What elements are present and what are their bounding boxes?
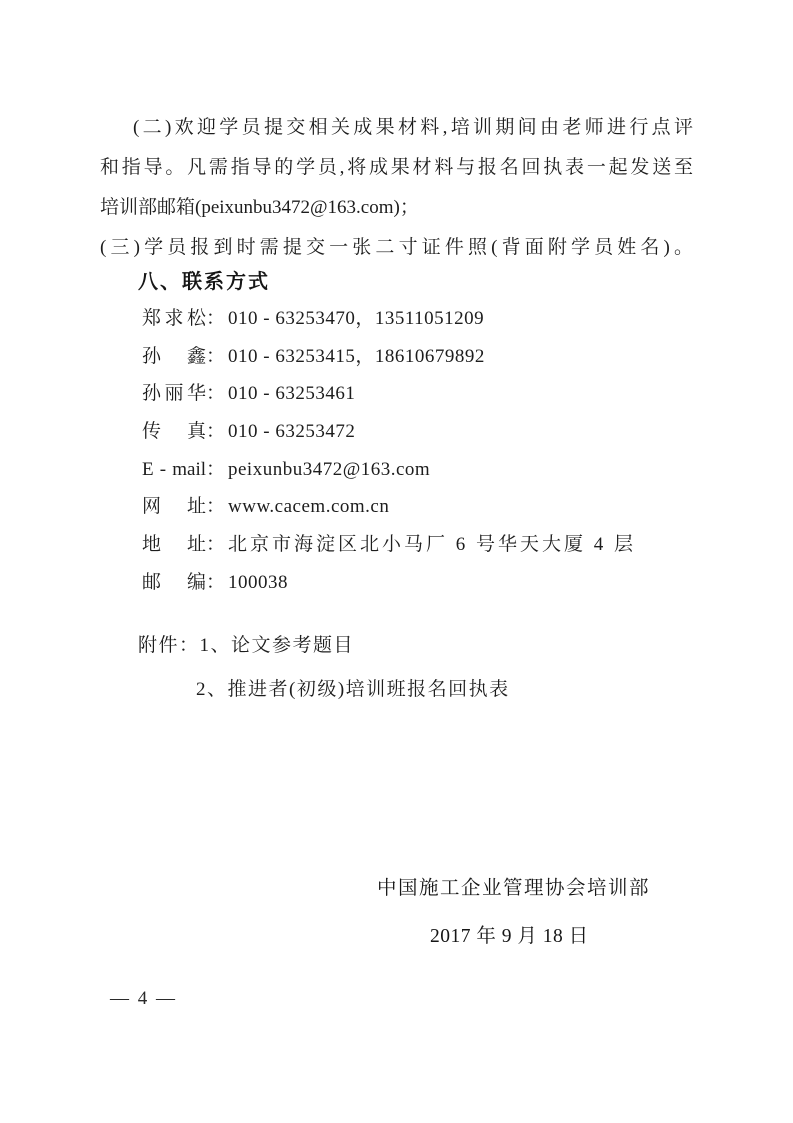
- contact-label: 邮编: [142, 571, 206, 593]
- contact-separator: ：: [206, 534, 226, 556]
- contact-value: 北京市海淀区北小马厂 6 号华天大厦 4 层: [228, 534, 637, 556]
- attachment-line-1: [138, 624, 693, 668]
- contact-label: 孙鑫: [142, 345, 206, 367]
- contact-value-url: www.cacem.com.cn: [228, 496, 390, 518]
- attachments-label: 附件：: [138, 635, 200, 656]
- signature-date: 2017 年 9 月 18 日: [430, 926, 589, 947]
- contact-value: 010 - 63253461: [228, 383, 356, 405]
- contact-label: 地址: [142, 534, 206, 556]
- attachments-block: [100, 624, 693, 712]
- contact-separator: ：: [206, 421, 226, 443]
- contact-value: 100038: [228, 571, 288, 593]
- contact-separator: ：: [206, 458, 226, 480]
- contact-separator: ：: [206, 383, 226, 405]
- contact-row-email: [142, 451, 702, 489]
- contact-label: 孙丽华: [142, 383, 206, 405]
- contact-row-fax: [142, 413, 702, 451]
- contact-value: 010 - 63253470，13511051209: [228, 308, 485, 329]
- contact-label: 传真: [142, 421, 206, 443]
- contact-list: [142, 300, 702, 602]
- paragraph-line: 培训部邮箱(peixunbu3472@163.com)；: [100, 197, 419, 218]
- contact-row-phone-2: [142, 338, 702, 376]
- attachment-item-1: 1、论文参考题目: [199, 635, 355, 656]
- page-number: — 4 —: [110, 988, 177, 1009]
- contact-label: E - mail: [142, 458, 206, 480]
- contact-row-address: [142, 526, 702, 564]
- contact-value: 010 - 63253415，18610679892: [228, 345, 485, 367]
- section-heading-contact: 八、联系方式: [138, 271, 270, 293]
- contact-value: 010 - 63253472: [228, 421, 356, 443]
- contact-separator: ：: [206, 308, 226, 329]
- contact-separator: ：: [206, 496, 226, 518]
- contact-label: 网址: [142, 496, 206, 518]
- paragraph-line: 和指导。凡需指导的学员,将成果材料与报名回执表一起发送至: [100, 157, 693, 178]
- paragraph-line: (二)欢迎学员提交相关成果材料,培训期间由老师进行点评: [133, 117, 693, 138]
- paragraph-line: (三)学员报到时需提交一张二寸证件照(背面附学员姓名)。: [100, 237, 693, 258]
- contact-row-phone-3: [142, 375, 702, 413]
- contact-separator: ：: [206, 345, 226, 367]
- contact-value-email: peixunbu3472@163.com: [228, 458, 431, 480]
- attachment-item-2: 2、推进者(初级)培训班报名回执表: [196, 679, 510, 700]
- paragraph-item-2: [100, 108, 693, 228]
- contact-row-website: [142, 488, 702, 526]
- contact-label: 郑求松: [142, 308, 206, 329]
- contact-row-zipcode: [142, 564, 702, 602]
- contact-row-phone-1: [142, 300, 702, 338]
- contact-separator: ：: [206, 571, 226, 593]
- signature-organization: 中国施工企业管理协会培训部: [377, 878, 651, 899]
